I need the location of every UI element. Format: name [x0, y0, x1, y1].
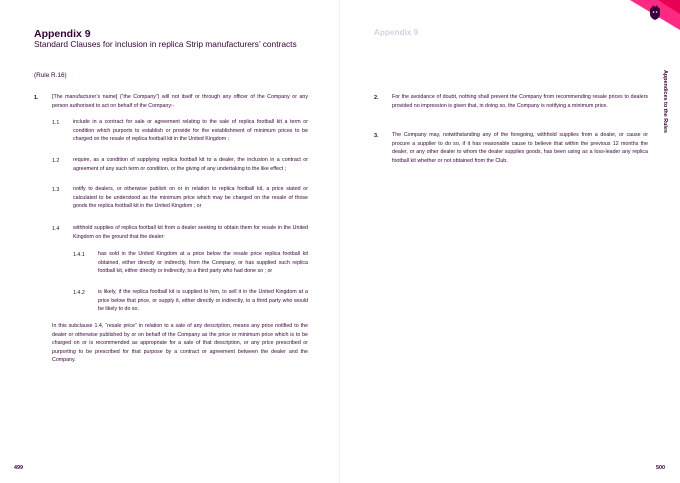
right-page — [340, 0, 680, 483]
page-number-left: 499 — [14, 465, 23, 471]
clause-1-4-2-number: 1.4.2 — [73, 290, 85, 296]
clause-1-4-text: withhold supplies of replica football kit from a dealer seeking to obtain them for resale in the United Kingdom on the ground that the dealer: — [73, 225, 308, 240]
resale-price-definition: In this subclause 1.4, “resale price” in relation to a sale of any description, means any price notified to the dealer or otherwise published by or on behalf of the Company as the price or minimum price which is to be charged on or is recommended as appropriate for a sale of that description, or any price prescribed or purporting to be prescribed for that purpose by a contract or agreement between the dealer and the Company. — [52, 323, 308, 364]
clause-1-4-1-text: has sold in the United Kingdom at a price below the resale price replica football kit obtained, either directly or indirectly, from the Company, or has supplied such replica football kit, either directly or indirectly, to a third party who had done so ; or — [98, 251, 308, 275]
running-header: Appendix 9 — [374, 28, 419, 37]
clause-1-text: [The manufacturer’s name] (“the Company”) will not itself or through any officer of the Company or any person authorised to act on behalf of the Company:- — [52, 94, 308, 109]
clause-1-1-number: 1.1 — [52, 120, 60, 126]
clause-1-3-number: 1.3 — [52, 187, 60, 193]
section-side-label: Appendices to the Rules — [662, 70, 668, 133]
clause-1-4-2-text: is likely, if the replica football kit is supplied to him, to sell it in the United Kingdom at a price below that price, or supply it, either directly or indirectly, to a third party who would be likely to do so. — [98, 289, 308, 313]
clause-2-number: 2. — [374, 95, 379, 101]
appendix-title: Appendix 9 — [34, 28, 91, 40]
clause-3-text: The Company may, notwithstanding any of the foregoing, withhold supplies from a dealer, or cause or procure a supplier to do so, if it has reasonable cause to believe that within the previous 12 months the dealer, or any other dealer to whom the dealer supplies goods, has been using as a loss-leader any replica football kit whether or not obtained from the Club. — [392, 132, 648, 164]
rule-reference: (Rule R.16) — [34, 72, 67, 79]
appendix-subtitle: Standard Clauses for inclusion in replica Strip manufacturers’ contracts — [34, 39, 297, 49]
clause-1-1-text: include in a contract for sale or agreement relating to the sale of replica football kit a term or condition which purports to establish or provide for the establishment of minimum prices to be charged on the resale of replica football kit in the United Kingdom ; — [73, 119, 308, 143]
page-number-right: 500 — [656, 465, 665, 471]
clause-1-3-text: notify to dealers, or otherwise publish on or in relation to replica football kit, a price stated or calculated to be understood as the minimum price which may be charged on the resale of those goods the replica football kit in the United Kingdom ; or — [73, 186, 308, 210]
clause-3-number: 3. — [374, 133, 379, 139]
clause-1-4-number: 1.4 — [52, 226, 60, 232]
clause-2-text: For the avoidance of doubt, nothing shall prevent the Company from recommending resale prices to dealers provided no impression is given that, in doing so, the Company is notifying a minimum price. — [392, 94, 648, 109]
clause-1-2-text: require, as a condition of supplying replica football kit to a dealer, the inclusion in a contract or agreement of any such term or condition, or the giving of any undertaking to the like effect ; — [73, 157, 308, 172]
clause-1-number: 1. — [34, 95, 39, 101]
clause-1-4-1-number: 1.4.1 — [73, 252, 85, 258]
clause-1-2-number: 1.2 — [52, 158, 60, 164]
premier-league-lion-logo-icon — [620, 0, 680, 30]
